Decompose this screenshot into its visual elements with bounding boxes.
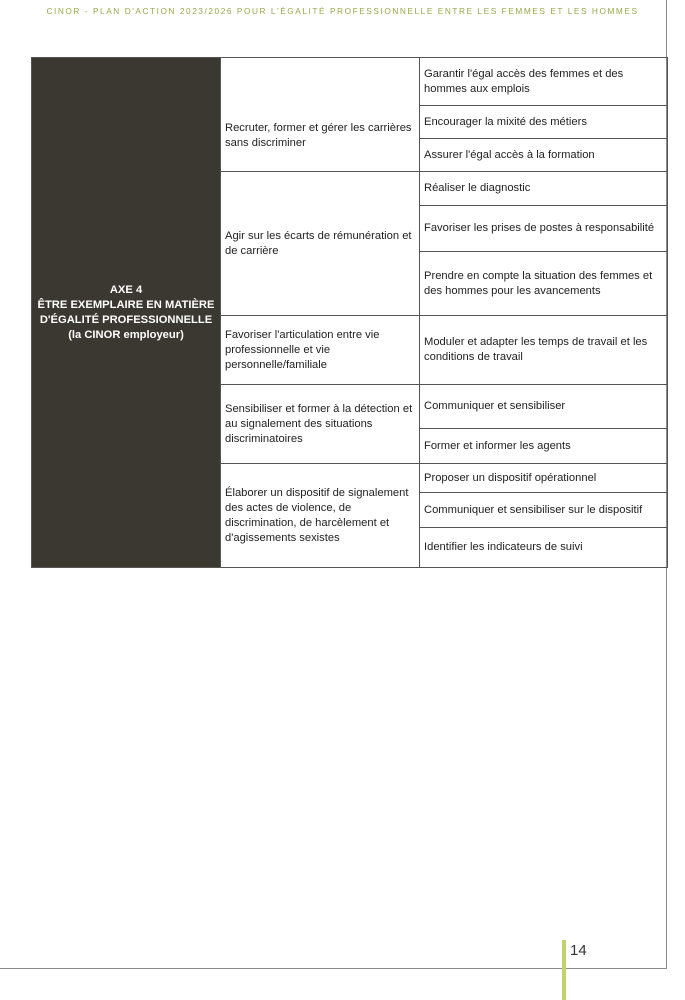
axe-title-line2: D'ÉGALITÉ PROFESSIONNELLE [39, 313, 213, 326]
page-header: CINOR - PLAN D'ACTION 2023/2026 POUR L'ÉGALITÉ PROFESSIONNELLE ENTRE LES FEMMES ET LES HOMMES [46, 6, 639, 16]
action-cell: Communiquer et sensibiliser [420, 385, 668, 429]
axe-subtitle: (la CINOR employeur) [68, 328, 184, 341]
axe-cell [32, 58, 221, 568]
page-number: 14 [570, 942, 587, 959]
action-cell: Moduler et adapter les temps de travail et les conditions de travail [420, 316, 668, 385]
action-cell: Communiquer et sensibiliser sur le dispositif [420, 493, 668, 528]
table-row [32, 58, 668, 106]
objective-cell: Favoriser l'articulation entre vie professionnelle et vie personnelle/familiale [221, 316, 420, 385]
action-cell: Assurer l'égal accès à la formation [420, 139, 668, 172]
action-cell: Identifier les indicateurs de suivi [420, 528, 668, 568]
objective-cell: Élaborer un dispositif de signalement des actes de violence, de discrimination, de harcèlement et d'agissements sexistes [221, 464, 420, 568]
action-cell: Encourager la mixité des métiers [420, 106, 668, 139]
axe-title-line1: ÊTRE EXEMPLAIRE EN MATIÈRE [37, 298, 215, 311]
action-cell: Favoriser les prises de postes à responsabilité [420, 206, 668, 252]
objective-cell: Agir sur les écarts de rémunération et de carrière [221, 172, 420, 316]
action-cell: Proposer un dispositif opérationnel [420, 464, 668, 493]
action-cell: Garantir l'égal accès des femmes et des hommes aux emplois [420, 58, 668, 106]
objective-cell: Sensibiliser et former à la détection et au signalement des situations discriminatoires [221, 385, 420, 464]
action-plan-table [31, 57, 668, 568]
action-cell: Réaliser le diagnostic [420, 172, 668, 206]
footer-accent-bar [562, 940, 566, 1000]
axe-number: AXE 4 [109, 283, 143, 296]
action-cell: Prendre en compte la situation des femmes et des hommes pour les avancements [420, 252, 668, 316]
action-cell: Former et informer les agents [420, 429, 668, 464]
objective-cell: Recruter, former et gérer les carrières sans discriminer [221, 58, 420, 172]
